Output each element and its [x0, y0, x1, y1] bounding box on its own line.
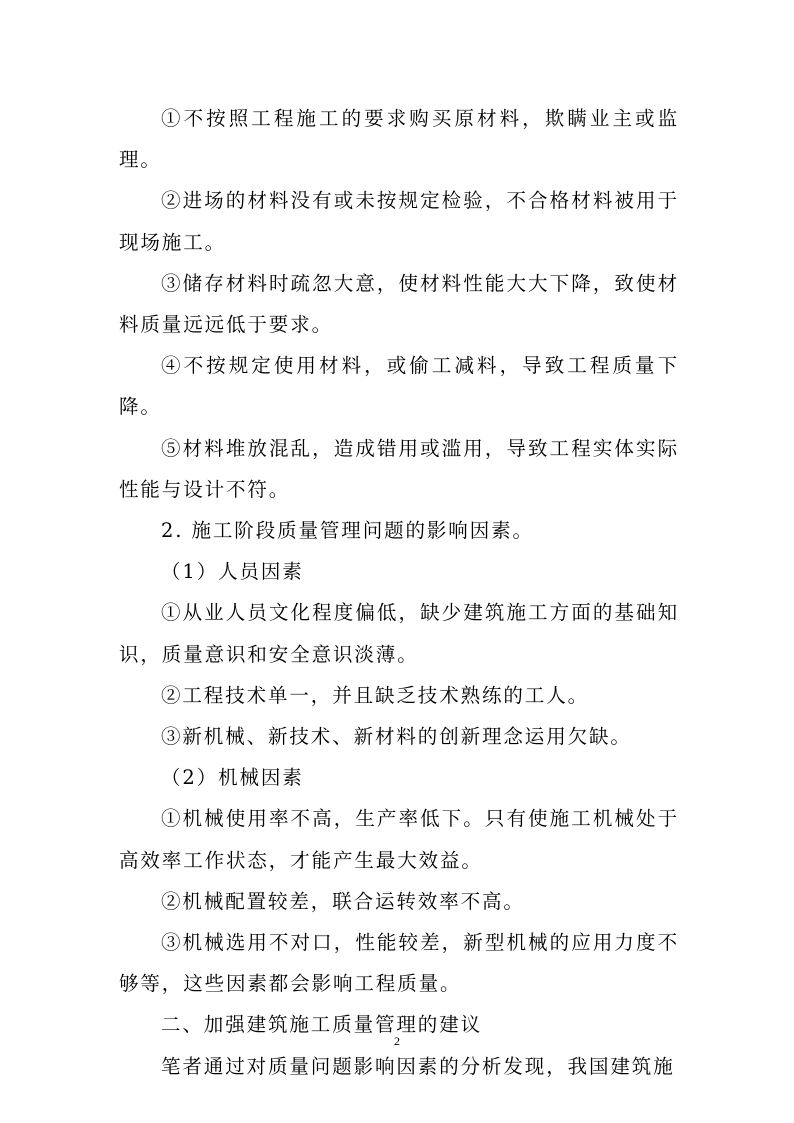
paragraph-material-usage: ④不按规定使用材料，或偷工减料，导致工程质量下降。: [119, 354, 679, 419]
paragraph-machinery-selection: ③机械选用不对口，性能较差，新型机械的应用力度不够等，这些因素都会影响工程质量。: [119, 931, 679, 996]
document-body: [119, 98, 679, 1087]
subheading-personnel-factors: （1）人员因素: [161, 560, 304, 584]
paragraph-material-storage: ③储存材料时疏忽大意，使材料性能大大下降，致使材料质量远远低于要求。: [119, 271, 679, 337]
section-heading-suggestions: 二、加强建筑施工质量管理的建议: [161, 1013, 483, 1037]
subheading-machinery-factors: （2）机械因素: [161, 766, 304, 790]
paragraph-personnel-skills: ②工程技术单一，并且缺乏技术熟练的工人。: [161, 683, 590, 707]
section-heading-construction-factors: 2. 施工阶段质量管理问题的影响因素。: [161, 519, 534, 543]
paragraph-personnel-innovation: ③新机械、新技术、新材料的创新理念运用欠缺。: [161, 725, 632, 749]
paragraph-machinery-configuration: ②机械配置较差，联合运转效率不高。: [161, 889, 525, 913]
paragraph-material-purchase: ①不按照工程施工的要求购买原材料，欺瞒业主或监理。: [119, 107, 679, 172]
page-number: 2: [394, 1034, 400, 1048]
paragraph-material-stacking: ⑤材料堆放混乱，造成错用或滥用，导致工程实体实际性能与设计不符。: [119, 436, 679, 501]
paragraph-machinery-utilization: ①机械使用率不高，生产率低下。只有使施工机械处于高效率工作状态，才能产生最大效益。: [119, 807, 679, 872]
paragraph-personnel-education: ①从业人员文化程度偏低，缺少建筑施工方面的基础知识，质量意识和安全意识淡薄。: [119, 601, 679, 666]
paragraph-material-inspection: ②进场的材料没有或未按规定检验，不合格材料被用于现场施工。: [119, 189, 679, 254]
paragraph-author-analysis: 笔者通过对质量问题影响因素的分析发现，我国建筑施: [161, 1054, 675, 1078]
